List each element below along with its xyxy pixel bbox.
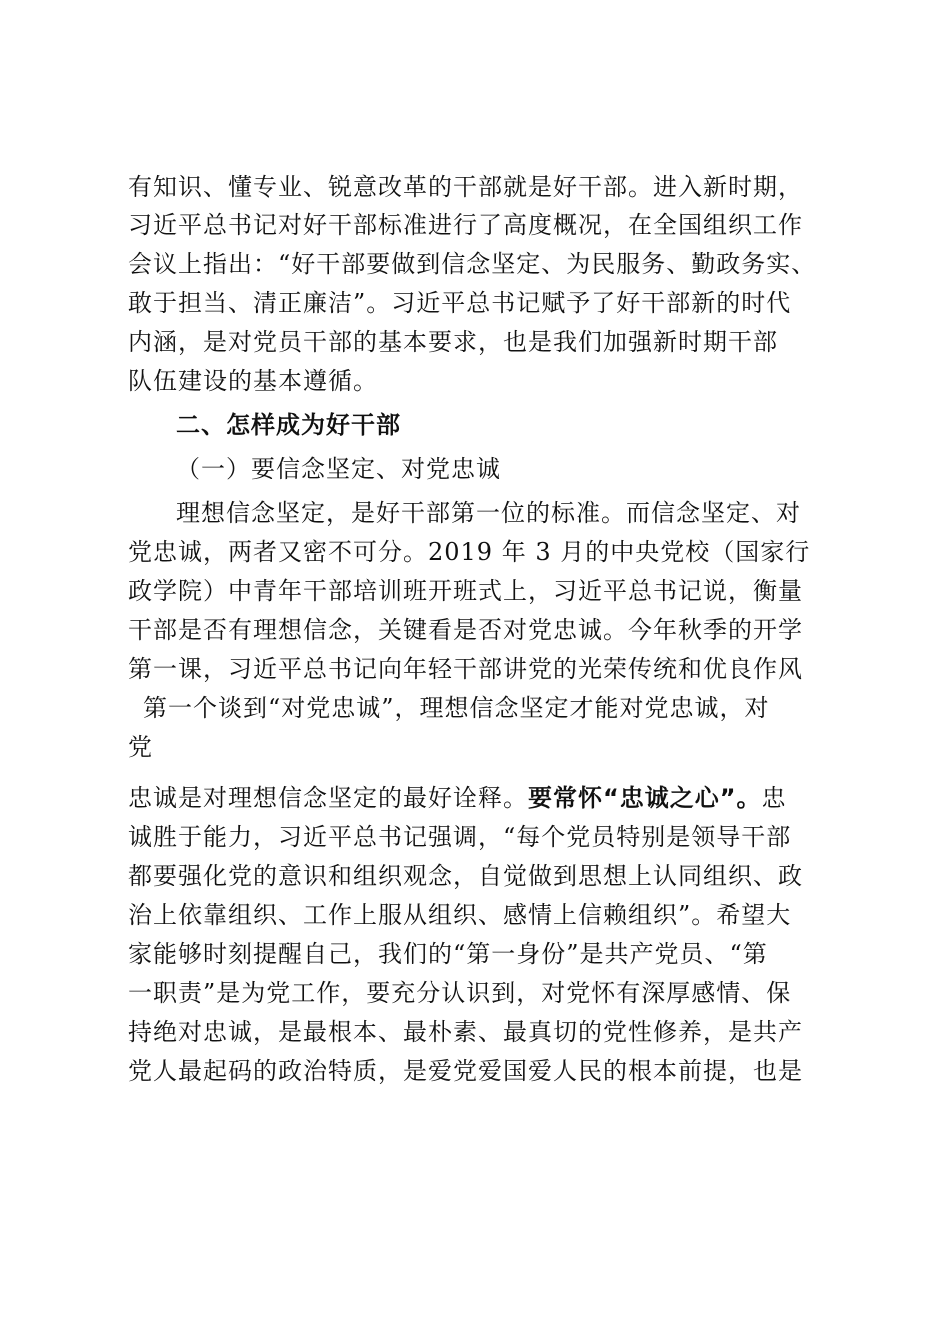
paragraph-line: 有知识、懂专业、锐意改革的干部就是好干部。进入新时期，: [128, 173, 803, 201]
paragraph-line-mixed: [128, 781, 787, 815]
paragraph-line: 队伍建设的基本遵循。: [128, 367, 378, 395]
paragraph-line: 党人最起码的政治特质，是爱党爱国爱人民的根本前提，也是: [128, 1057, 803, 1085]
paragraph-line: 持绝对忠诚，是最根本、最朴素、最真切的党性修养，是共产: [128, 1018, 803, 1046]
paragraph-line: 一职责”是为党工作，要充分认识到，对党怀有深厚感情、保: [128, 979, 792, 1007]
paragraph-line: 理想信念坚定，是好干部第一位的标准。而信念坚定、对: [176, 499, 801, 527]
paragraph-line: 第一课，习近平总书记向年轻干部讲党的光荣传统和优良作风: [128, 655, 803, 683]
paragraph-line: 党: [128, 733, 153, 761]
paragraph-line: 诚胜于能力，习近平总书记强调，“每个党员特别是领导干部: [128, 823, 792, 851]
paragraph-line: 党忠诚，两者又密不可分。2019 年 3 月的中央党校（国家行: [128, 538, 811, 566]
paragraph-line: 家能够时刻提醒自己，我们的“第一身份”是共产党员、“第: [128, 940, 768, 968]
paragraph-line: 干部是否有理想信念，关键看是否对党忠诚。今年秋季的开学: [128, 616, 803, 644]
paragraph-line: 政学院）中青年干部培训班开班式上，习近平总书记说，衡量: [128, 577, 803, 605]
text-run: 忠诚是对理想信念坚定的最好诠释。: [128, 784, 528, 812]
paragraph-line: 都要强化党的意识和组织观念，自觉做到思想上认同组织、政: [128, 862, 803, 890]
emphasis-text: 要常怀“忠诚之心”。: [528, 784, 762, 812]
subsection-heading: （一）要信念坚定、对党忠诚: [176, 455, 501, 483]
paragraph-line: 敢于担当、清正廉洁”。习近平总书记赋予了好干部新的时代: [128, 289, 792, 317]
text-run: 忠: [761, 784, 787, 812]
section-heading: 二、怎样成为好干部: [176, 411, 401, 439]
paragraph-line: 会议上指出：“好干部要做到信念坚定、为民服务、勤政务实、: [128, 250, 817, 278]
paragraph-line: 习近平总书记对好干部标准进行了高度概况，在全国组织工作: [128, 211, 803, 239]
paragraph-line: 内涵，是对党员干部的基本要求，也是我们加强新时期干部: [128, 328, 778, 356]
paragraph-line: 治上依靠组织、工作上服从组织、感情上信赖组织”。希望大: [128, 901, 792, 929]
paragraph-line: 第一个谈到“对党忠诚”，理想信念坚定才能对党忠诚，对: [143, 694, 770, 722]
